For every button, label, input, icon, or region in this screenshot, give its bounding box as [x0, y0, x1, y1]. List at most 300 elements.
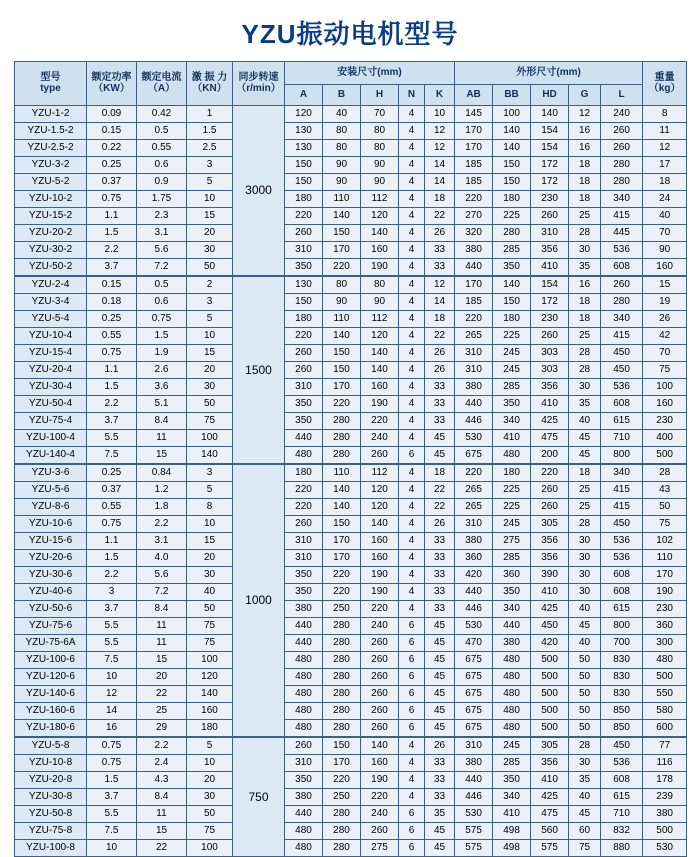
- cell-BB: 180: [493, 311, 531, 328]
- cell-G: 18: [569, 157, 601, 174]
- cell-N: 4: [399, 755, 425, 772]
- cell-force: 20: [187, 362, 233, 379]
- cell-A: 480: [285, 823, 323, 840]
- cell-AB: 310: [455, 345, 493, 362]
- cell-L: 450: [601, 362, 643, 379]
- cell-H: 190: [361, 259, 399, 277]
- cell-A: 440: [285, 806, 323, 823]
- cell-current: 5.1: [137, 396, 187, 413]
- table-row: [15, 567, 687, 584]
- cell-H: 260: [361, 823, 399, 840]
- cell-HD: 230: [531, 311, 569, 328]
- cell-power: 0.75: [87, 516, 137, 533]
- cell-HD: 230: [531, 191, 569, 208]
- cell-sync-speed: 750: [233, 737, 285, 857]
- cell-AB: 310: [455, 362, 493, 379]
- cell-power: 0.25: [87, 311, 137, 328]
- cell-weight: 28: [643, 464, 687, 482]
- cell-weight: 170: [643, 567, 687, 584]
- cell-current: 1.8: [137, 499, 187, 516]
- cell-K: 33: [425, 601, 455, 618]
- cell-force: 30: [187, 379, 233, 396]
- cell-G: 16: [569, 140, 601, 157]
- cell-weight: 18: [643, 174, 687, 191]
- cell-BB: 480: [493, 652, 531, 669]
- cell-force: 20: [187, 550, 233, 567]
- table-row: [15, 345, 687, 362]
- cell-K: 22: [425, 482, 455, 499]
- cell-H: 190: [361, 567, 399, 584]
- cell-AB: 575: [455, 823, 493, 840]
- cell-AB: 675: [455, 447, 493, 465]
- cell-H: 120: [361, 208, 399, 225]
- cell-G: 30: [569, 379, 601, 396]
- cell-weight: 102: [643, 533, 687, 550]
- cell-weight: 26: [643, 311, 687, 328]
- cell-K: 33: [425, 584, 455, 601]
- cell-HD: 450: [531, 618, 569, 635]
- cell-A: 350: [285, 413, 323, 430]
- cell-B: 110: [323, 311, 361, 328]
- cell-BB: 245: [493, 516, 531, 533]
- cell-power: 7.5: [87, 823, 137, 840]
- cell-B: 90: [323, 157, 361, 174]
- cell-K: 45: [425, 720, 455, 738]
- cell-B: 220: [323, 772, 361, 789]
- cell-force: 100: [187, 430, 233, 447]
- cell-G: 25: [569, 328, 601, 345]
- cell-weight: 230: [643, 413, 687, 430]
- cell-AB: 185: [455, 294, 493, 311]
- table-row: [15, 413, 687, 430]
- cell-B: 150: [323, 516, 361, 533]
- cell-power: 1.1: [87, 533, 137, 550]
- cell-AB: 420: [455, 567, 493, 584]
- cell-K: 22: [425, 208, 455, 225]
- cell-H: 80: [361, 140, 399, 157]
- cell-L: 536: [601, 550, 643, 567]
- cell-AB: 145: [455, 106, 493, 123]
- cell-K: 14: [425, 157, 455, 174]
- cell-HD: 303: [531, 362, 569, 379]
- cell-N: 4: [399, 174, 425, 191]
- cell-HD: 425: [531, 789, 569, 806]
- cell-A: 180: [285, 191, 323, 208]
- cell-K: 22: [425, 328, 455, 345]
- cell-K: 45: [425, 652, 455, 669]
- cell-current: 8.4: [137, 601, 187, 618]
- table-row: [15, 447, 687, 465]
- cell-current: 4.3: [137, 772, 187, 789]
- cell-model: YZU-160-6: [15, 703, 87, 720]
- cell-power: 5.5: [87, 635, 137, 652]
- cell-BB: 480: [493, 669, 531, 686]
- cell-N: 6: [399, 806, 425, 823]
- cell-power: 12: [87, 686, 137, 703]
- cell-G: 28: [569, 737, 601, 755]
- cell-BB: 225: [493, 208, 531, 225]
- table-row: [15, 174, 687, 191]
- cell-BB: 340: [493, 789, 531, 806]
- cell-BB: 180: [493, 191, 531, 208]
- cell-AB: 380: [455, 533, 493, 550]
- cell-K: 33: [425, 789, 455, 806]
- cell-current: 0.5: [137, 276, 187, 294]
- table-row: [15, 601, 687, 618]
- cell-AB: 380: [455, 242, 493, 259]
- cell-AB: 575: [455, 840, 493, 857]
- cell-L: 415: [601, 328, 643, 345]
- cell-current: 20: [137, 669, 187, 686]
- cell-BB: 285: [493, 550, 531, 567]
- cell-K: 26: [425, 225, 455, 242]
- cell-weight: 42: [643, 328, 687, 345]
- cell-force: 1.5: [187, 123, 233, 140]
- cell-B: 110: [323, 464, 361, 482]
- cell-BB: 480: [493, 703, 531, 720]
- cell-weight: 480: [643, 652, 687, 669]
- cell-model: YZU-10-6: [15, 516, 87, 533]
- cell-model: YZU-5-6: [15, 482, 87, 499]
- cell-power: 0.75: [87, 737, 137, 755]
- cell-weight: 15: [643, 276, 687, 294]
- cell-A: 480: [285, 447, 323, 465]
- cell-sync-speed: 3000: [233, 106, 285, 277]
- cell-B: 80: [323, 140, 361, 157]
- cell-K: 45: [425, 635, 455, 652]
- cell-K: 12: [425, 140, 455, 157]
- cell-AB: 530: [455, 618, 493, 635]
- cell-weight: 75: [643, 362, 687, 379]
- table-row: [15, 686, 687, 703]
- cell-A: 260: [285, 225, 323, 242]
- cell-weight: 12: [643, 140, 687, 157]
- cell-HD: 356: [531, 379, 569, 396]
- cell-sync-speed: 1000: [233, 464, 285, 737]
- cell-L: 445: [601, 225, 643, 242]
- table-row: [15, 789, 687, 806]
- cell-H: 190: [361, 772, 399, 789]
- cell-current: 2.3: [137, 208, 187, 225]
- cell-B: 150: [323, 225, 361, 242]
- cell-K: 14: [425, 294, 455, 311]
- cell-model: YZU-180-6: [15, 720, 87, 738]
- cell-N: 4: [399, 737, 425, 755]
- cell-force: 15: [187, 533, 233, 550]
- cell-G: 30: [569, 550, 601, 567]
- cell-H: 140: [361, 345, 399, 362]
- cell-HD: 200: [531, 447, 569, 465]
- cell-model: YZU-50-4: [15, 396, 87, 413]
- cell-force: 8: [187, 499, 233, 516]
- cell-K: 14: [425, 174, 455, 191]
- cell-N: 4: [399, 789, 425, 806]
- cell-force: 20: [187, 225, 233, 242]
- cell-current: 11: [137, 430, 187, 447]
- cell-G: 30: [569, 567, 601, 584]
- cell-G: 28: [569, 225, 601, 242]
- cell-G: 40: [569, 789, 601, 806]
- cell-current: 15: [137, 652, 187, 669]
- cell-weight: 530: [643, 840, 687, 857]
- table-body: [15, 106, 687, 857]
- cell-A: 150: [285, 157, 323, 174]
- cell-N: 4: [399, 533, 425, 550]
- cell-K: 45: [425, 669, 455, 686]
- cell-G: 35: [569, 259, 601, 277]
- cell-model: YZU-20-2: [15, 225, 87, 242]
- cell-L: 340: [601, 311, 643, 328]
- cell-G: 30: [569, 242, 601, 259]
- cell-B: 280: [323, 430, 361, 447]
- cell-AB: 220: [455, 191, 493, 208]
- cell-current: 1.2: [137, 482, 187, 499]
- cell-L: 615: [601, 413, 643, 430]
- cell-BB: 285: [493, 242, 531, 259]
- cell-L: 260: [601, 276, 643, 294]
- cell-weight: 178: [643, 772, 687, 789]
- cell-AB: 360: [455, 550, 493, 567]
- cell-current: 3.6: [137, 379, 187, 396]
- cell-H: 260: [361, 703, 399, 720]
- cell-K: 33: [425, 533, 455, 550]
- cell-G: 28: [569, 345, 601, 362]
- col-rated-current: 额定电流 （A）: [137, 62, 187, 106]
- cell-N: 4: [399, 464, 425, 482]
- cell-B: 150: [323, 737, 361, 755]
- cell-model: YZU-10-8: [15, 755, 87, 772]
- cell-weight: 239: [643, 789, 687, 806]
- cell-G: 16: [569, 123, 601, 140]
- cell-H: 120: [361, 482, 399, 499]
- table-row: [15, 482, 687, 499]
- cell-B: 80: [323, 123, 361, 140]
- cell-force: 75: [187, 635, 233, 652]
- cell-AB: 440: [455, 584, 493, 601]
- cell-power: 7.5: [87, 447, 137, 465]
- cell-H: 160: [361, 242, 399, 259]
- cell-G: 16: [569, 276, 601, 294]
- cell-HD: 154: [531, 140, 569, 157]
- cell-L: 830: [601, 669, 643, 686]
- cell-A: 480: [285, 703, 323, 720]
- cell-H: 190: [361, 584, 399, 601]
- cell-B: 140: [323, 499, 361, 516]
- cell-K: 26: [425, 362, 455, 379]
- cell-power: 16: [87, 720, 137, 738]
- cell-model: YZU-40-6: [15, 584, 87, 601]
- table-row: [15, 720, 687, 738]
- cell-BB: 480: [493, 720, 531, 738]
- table-row: [15, 755, 687, 772]
- cell-H: 140: [361, 225, 399, 242]
- cell-force: 30: [187, 242, 233, 259]
- cell-A: 480: [285, 652, 323, 669]
- cell-L: 800: [601, 447, 643, 465]
- cell-current: 15: [137, 823, 187, 840]
- cell-model: YZU-75-4: [15, 413, 87, 430]
- cell-G: 30: [569, 755, 601, 772]
- cell-HD: 154: [531, 123, 569, 140]
- cell-AB: 446: [455, 789, 493, 806]
- cell-BB: 225: [493, 499, 531, 516]
- cell-HD: 260: [531, 482, 569, 499]
- cell-A: 380: [285, 789, 323, 806]
- cell-N: 4: [399, 430, 425, 447]
- cell-model: YZU-50-8: [15, 806, 87, 823]
- cell-B: 280: [323, 720, 361, 738]
- col-BB: BB: [493, 85, 531, 106]
- cell-B: 150: [323, 345, 361, 362]
- cell-model: YZU-15-2: [15, 208, 87, 225]
- col-A: A: [285, 85, 323, 106]
- cell-BB: 340: [493, 601, 531, 618]
- cell-N: 4: [399, 225, 425, 242]
- table-row: [15, 703, 687, 720]
- cell-L: 280: [601, 174, 643, 191]
- cell-AB: 185: [455, 174, 493, 191]
- cell-A: 440: [285, 430, 323, 447]
- cell-G: 40: [569, 635, 601, 652]
- cell-weight: 116: [643, 755, 687, 772]
- cell-force: 100: [187, 840, 233, 857]
- cell-A: 480: [285, 669, 323, 686]
- cell-HD: 500: [531, 652, 569, 669]
- cell-K: 33: [425, 379, 455, 396]
- cell-H: 240: [361, 618, 399, 635]
- cell-G: 25: [569, 482, 601, 499]
- cell-AB: 675: [455, 720, 493, 738]
- cell-power: 0.75: [87, 191, 137, 208]
- cell-G: 18: [569, 464, 601, 482]
- cell-K: 10: [425, 106, 455, 123]
- cell-force: 15: [187, 345, 233, 362]
- cell-force: 30: [187, 789, 233, 806]
- table-row: [15, 140, 687, 157]
- cell-L: 260: [601, 123, 643, 140]
- cell-K: 12: [425, 276, 455, 294]
- cell-AB: 265: [455, 328, 493, 345]
- cell-HD: 260: [531, 499, 569, 516]
- cell-G: 50: [569, 720, 601, 738]
- cell-current: 2.4: [137, 755, 187, 772]
- cell-current: 2.2: [137, 516, 187, 533]
- cell-HD: 305: [531, 737, 569, 755]
- cell-force: 180: [187, 720, 233, 738]
- cell-HD: 260: [531, 328, 569, 345]
- cell-N: 4: [399, 208, 425, 225]
- cell-power: 10: [87, 669, 137, 686]
- cell-N: 4: [399, 311, 425, 328]
- cell-BB: 380: [493, 635, 531, 652]
- cell-N: 6: [399, 703, 425, 720]
- cell-power: 3.7: [87, 259, 137, 277]
- table-row: [15, 106, 687, 123]
- cell-L: 536: [601, 755, 643, 772]
- cell-BB: 150: [493, 294, 531, 311]
- cell-power: 0.75: [87, 755, 137, 772]
- cell-L: 340: [601, 464, 643, 482]
- cell-AB: 530: [455, 806, 493, 823]
- cell-AB: 170: [455, 140, 493, 157]
- cell-L: 536: [601, 533, 643, 550]
- cell-force: 3: [187, 157, 233, 174]
- cell-model: YZU-8-6: [15, 499, 87, 516]
- table-row: [15, 276, 687, 294]
- table-row: [15, 499, 687, 516]
- cell-L: 240: [601, 106, 643, 123]
- cell-H: 260: [361, 669, 399, 686]
- table-row: [15, 652, 687, 669]
- table-row: [15, 242, 687, 259]
- cell-BB: 245: [493, 362, 531, 379]
- cell-K: 45: [425, 703, 455, 720]
- cell-H: 260: [361, 635, 399, 652]
- cell-power: 2.2: [87, 396, 137, 413]
- col-model: 型号 type: [15, 62, 87, 106]
- cell-K: 45: [425, 686, 455, 703]
- cell-H: 90: [361, 174, 399, 191]
- cell-AB: 380: [455, 755, 493, 772]
- cell-B: 220: [323, 584, 361, 601]
- cell-BB: 140: [493, 140, 531, 157]
- cell-A: 310: [285, 242, 323, 259]
- cell-AB: 440: [455, 396, 493, 413]
- cell-K: 26: [425, 737, 455, 755]
- cell-N: 6: [399, 652, 425, 669]
- cell-K: 18: [425, 311, 455, 328]
- cell-N: 4: [399, 499, 425, 516]
- cell-AB: 310: [455, 516, 493, 533]
- cell-AB: 380: [455, 379, 493, 396]
- cell-K: 45: [425, 840, 455, 857]
- cell-K: 33: [425, 755, 455, 772]
- cell-A: 260: [285, 737, 323, 755]
- cell-AB: 470: [455, 635, 493, 652]
- cell-AB: 530: [455, 430, 493, 447]
- cell-model: YZU-10-4: [15, 328, 87, 345]
- cell-weight: 160: [643, 396, 687, 413]
- page-title: YZU振动电机型号: [241, 19, 459, 49]
- table-row: [15, 259, 687, 277]
- cell-B: 170: [323, 755, 361, 772]
- cell-B: 170: [323, 242, 361, 259]
- cell-current: 1.9: [137, 345, 187, 362]
- col-group-overall: 外形尺寸(mm): [455, 62, 643, 85]
- cell-B: 280: [323, 686, 361, 703]
- cell-K: 33: [425, 550, 455, 567]
- cell-force: 20: [187, 772, 233, 789]
- cell-power: 0.09: [87, 106, 137, 123]
- cell-power: 1.1: [87, 362, 137, 379]
- cell-L: 850: [601, 720, 643, 738]
- cell-AB: 265: [455, 499, 493, 516]
- cell-A: 150: [285, 174, 323, 191]
- cell-HD: 425: [531, 413, 569, 430]
- table-head: [15, 62, 687, 106]
- cell-HD: 500: [531, 703, 569, 720]
- cell-current: 1.75: [137, 191, 187, 208]
- cell-A: 120: [285, 106, 323, 123]
- cell-K: 26: [425, 516, 455, 533]
- cell-AB: 675: [455, 652, 493, 669]
- cell-A: 220: [285, 482, 323, 499]
- cell-force: 5: [187, 174, 233, 191]
- cell-B: 280: [323, 823, 361, 840]
- cell-BB: 498: [493, 840, 531, 857]
- cell-force: 15: [187, 208, 233, 225]
- cell-AB: 170: [455, 276, 493, 294]
